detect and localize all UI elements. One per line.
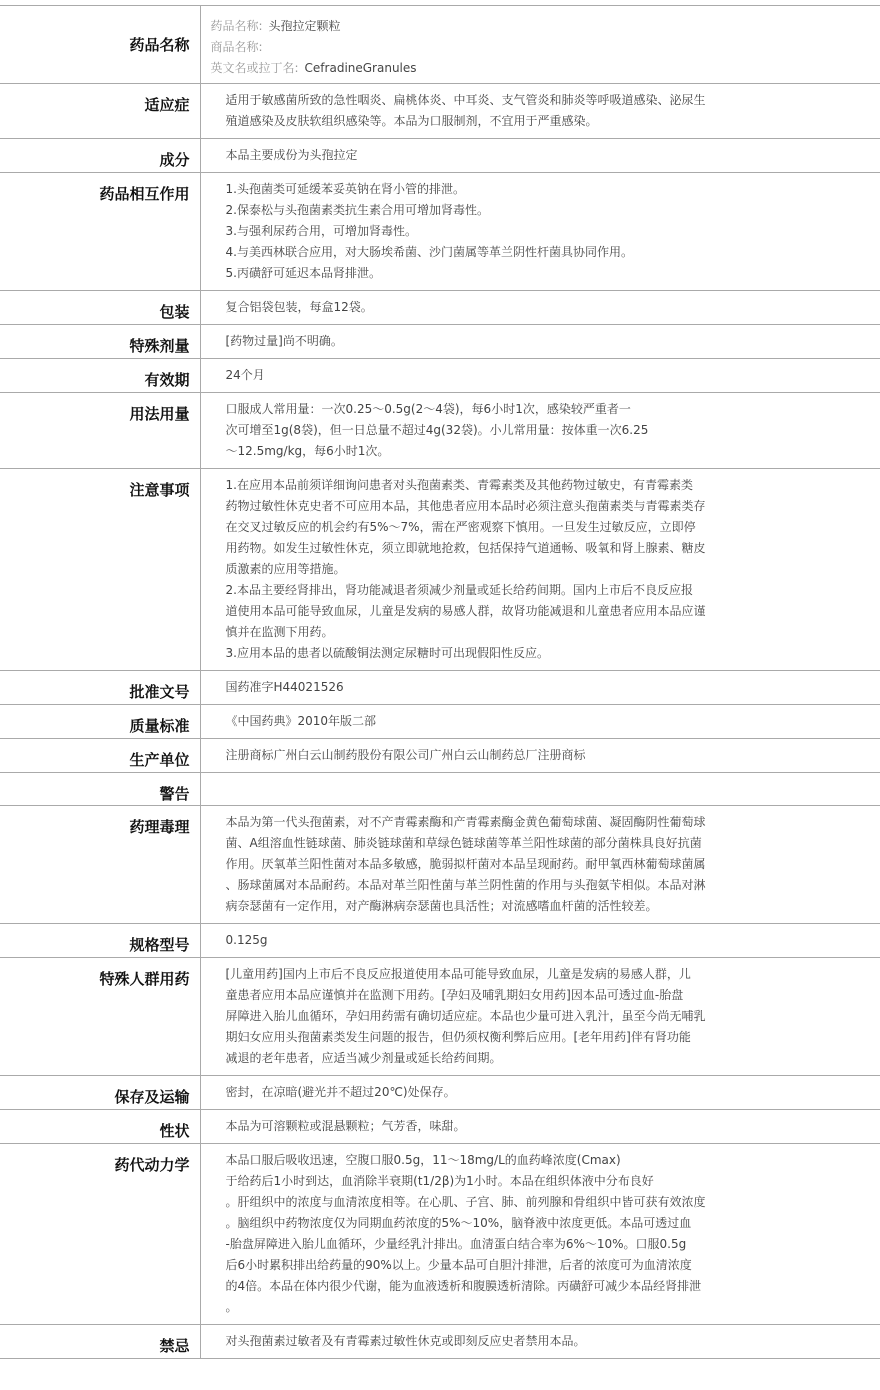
pharmacokinetics-text-line: 。 bbox=[225, 1300, 238, 1314]
drug-spec-sheet bbox=[0, 5, 880, 1359]
shelf-life-text-line: 24个月 bbox=[225, 368, 265, 382]
precautions-text-line: 在交叉过敏反应的机会约有5%～7%，需在严密观察下慎用。一旦发生过敏反应，立即停 bbox=[225, 520, 696, 534]
english-name-label: 英文名或拉丁名: bbox=[210, 61, 299, 75]
row-value-specification bbox=[200, 924, 880, 958]
pharmacology-text-line: 作用。厌氧革兰阳性菌对本品多敏感，脆弱拟杆菌对本品呈现耐药。耐甲氧西林葡萄球菌属 bbox=[225, 857, 706, 871]
row-label-specification: 规格型号 bbox=[0, 924, 200, 958]
row-value-warning bbox=[200, 773, 880, 806]
indications-text-line: 殖道感染及皮肤软组织感染等。本品为口服制剂，不宜用于严重感染。 bbox=[225, 114, 598, 128]
row-composition bbox=[0, 139, 880, 173]
pharmacokinetics-text-line: 于给药后1小时到达，血消除半衰期(t1/2β)为1小时。本品在组织体液中分布良好 bbox=[225, 1174, 654, 1188]
row-value-approval bbox=[200, 671, 880, 705]
pharmacology-text-line: 本品为第一代头孢菌素，对不产青霉素酶和产青霉素酶金黄色葡萄球菌、凝固酶阴性葡萄球 bbox=[225, 815, 706, 829]
drug-name-block bbox=[200, 6, 880, 84]
row-indications bbox=[0, 84, 880, 139]
pharmacokinetics-text-line: 的4倍。本品在体内很少代谢，能为血液透析和腹膜透析清除。丙磺舒可减少本品经肾排泄 bbox=[225, 1279, 702, 1293]
row-label-storage: 保存及运输 bbox=[0, 1076, 200, 1110]
row-label-indications: 适应症 bbox=[0, 84, 200, 139]
row-value-composition bbox=[200, 139, 880, 173]
packaging-text-line: 复合铝袋包装，每盒12袋。 bbox=[225, 300, 373, 314]
row-value-contraindications bbox=[200, 1325, 880, 1359]
overdose-text-line: [药物过量]尚不明确。 bbox=[225, 334, 343, 348]
row-label-dosage: 用法用量 bbox=[0, 393, 200, 469]
row-contraindications bbox=[0, 1325, 880, 1359]
row-warning bbox=[0, 773, 880, 806]
row-label-precautions: 注意事项 bbox=[0, 469, 200, 671]
precautions-text-line: 3.应用本品的患者以硫酸铜法测定尿糖时可出现假阳性反应。 bbox=[225, 646, 549, 660]
manufacturer-text-line: 注册商标广州白云山制药股份有限公司广州白云山制药总厂注册商标 bbox=[225, 748, 586, 762]
pharmacokinetics-text-line: 本品口服后吸收迅速，空腹口服0.5g，11～18mg/L的血药峰浓度(Cmax) bbox=[225, 1153, 621, 1167]
row-special-population bbox=[0, 958, 880, 1076]
composition-text-line: 本品主要成份为头孢拉定 bbox=[225, 148, 358, 162]
dosage-text-line: 次可增至1g(8袋)，但一日总量不超过4g(32袋)。小儿常用量：按体重一次6.25 bbox=[225, 423, 649, 437]
approval-text-line: 国药准字H44021526 bbox=[225, 680, 344, 694]
row-pharmacokinetics bbox=[0, 1144, 880, 1325]
special-population-text-line: 减退的老年患者，应适当减少剂量或延长给药间期。 bbox=[225, 1051, 502, 1065]
row-value-special-population bbox=[200, 958, 880, 1076]
row-value-packaging bbox=[200, 291, 880, 325]
generic-name-label: 药品名称: bbox=[210, 19, 263, 33]
row-interactions bbox=[0, 173, 880, 291]
row-specification bbox=[0, 924, 880, 958]
interactions-text-line: 4.与美西林联合应用，对大肠埃希菌、沙门菌属等革兰阴性杆菌具协同作用。 bbox=[225, 245, 633, 259]
row-standard bbox=[0, 705, 880, 739]
pharmacology-text-line: 、肠球菌属对本品耐药。本品对革兰阳性菌与革兰阴性菌的作用与头孢氨苄相似。本品对淋 bbox=[225, 878, 706, 892]
row-packaging bbox=[0, 291, 880, 325]
row-precautions bbox=[0, 469, 880, 671]
pharmacokinetics-text-line: 。脑组织中药物浓度仅为同期血药浓度的5%～10%，脑脊液中浓度更低。本品可透过血 bbox=[225, 1216, 692, 1230]
row-label-contraindications: 禁忌 bbox=[0, 1325, 200, 1359]
dosage-text-line: ～12.5mg/kg，每6小时1次。 bbox=[225, 444, 390, 458]
row-label-pharmacokinetics: 药代动力学 bbox=[0, 1144, 200, 1325]
row-value-description bbox=[200, 1110, 880, 1144]
row-dosage bbox=[0, 393, 880, 469]
storage-text-line: 密封，在凉暗(避光并不超过20℃)处保存。 bbox=[225, 1085, 456, 1099]
pharmacokinetics-text-line: -胎盘屏障进入胎儿血循环，少量经乳汁排出。血清蛋白结合率为6%～10%。口服0.5g bbox=[225, 1237, 687, 1251]
pharmacokinetics-text-line: 。肝组织中的浓度与血清浓度相等。在心肌、子宫、肺、前列腺和骨组织中皆可获有效浓度 bbox=[225, 1195, 706, 1209]
precautions-text-line: 慎并在监测下用药。 bbox=[225, 625, 334, 639]
indications-text-line: 适用于敏感菌所致的急性咽炎、扁桃体炎、中耳炎、支气管炎和肺炎等呼吸道感染、泌尿生 bbox=[225, 93, 706, 107]
row-label-drug-name: 药品名称 bbox=[0, 6, 200, 84]
row-label-composition: 成分 bbox=[0, 139, 200, 173]
precautions-text-line: 道使用本品可能导致血尿，儿童是发病的易感人群，故肾功能减退和儿童患者应用本品应谨 bbox=[225, 604, 706, 618]
row-value-indications bbox=[200, 84, 880, 139]
row-storage bbox=[0, 1076, 880, 1110]
specification-text-line: 0.125g bbox=[225, 933, 268, 947]
interactions-text-line: 2.保泰松与头孢菌素类抗生素合用可增加肾毒性。 bbox=[225, 203, 489, 217]
row-shelf-life bbox=[0, 359, 880, 393]
row-description bbox=[0, 1110, 880, 1144]
pharmacology-text-line: 病奈瑟菌有一定作用，对产酶淋病奈瑟菌也具活性；对流感嗜血杆菌的活性较差。 bbox=[225, 899, 658, 913]
interactions-text-line: 5.丙磺舒可延迟本品肾排泄。 bbox=[225, 266, 381, 280]
row-pharmacology bbox=[0, 806, 880, 924]
row-overdose bbox=[0, 325, 880, 359]
row-label-special-population: 特殊人群用药 bbox=[0, 958, 200, 1076]
interactions-text-line: 1.头孢菌类可延缓苯妥英钠在肾小管的排泄。 bbox=[225, 182, 465, 196]
row-label-interactions: 药品相互作用 bbox=[0, 173, 200, 291]
row-value-manufacturer bbox=[200, 739, 880, 773]
special-population-text-line: [儿童用药]国内上市后不良反应报道使用本品可能导致血尿，儿童是发病的易感人群，儿 bbox=[225, 967, 691, 981]
special-population-text-line: 童患者应用本品应谨慎并在监测下用药。[孕妇及哺乳期妇女用药]因本品可透过血-胎盘 bbox=[225, 988, 684, 1002]
precautions-text-line: 质激素的应用等措施。 bbox=[225, 562, 346, 576]
drug-spec-table bbox=[0, 5, 880, 1359]
row-value-standard bbox=[200, 705, 880, 739]
generic-name: 头孢拉定颗粒 bbox=[268, 19, 341, 33]
row-label-warning: 警告 bbox=[0, 773, 200, 806]
row-value-pharmacokinetics bbox=[200, 1144, 880, 1325]
pharmacokinetics-text-line: 后6小时累积排出给药量的90%以上。少量本品可自胆汁排泄，后者的浓度可为血清浓度 bbox=[225, 1258, 692, 1272]
row-label-manufacturer: 生产单位 bbox=[0, 739, 200, 773]
row-value-pharmacology bbox=[200, 806, 880, 924]
row-value-dosage bbox=[200, 393, 880, 469]
row-label-description: 性状 bbox=[0, 1110, 200, 1144]
trade-name-label: 商品名称: bbox=[210, 40, 263, 54]
row-label-approval: 批准文号 bbox=[0, 671, 200, 705]
row-drug-name bbox=[0, 6, 880, 84]
interactions-text-line: 3.与强利尿药合用，可增加肾毒性。 bbox=[225, 224, 417, 238]
row-value-precautions bbox=[200, 469, 880, 671]
row-manufacturer bbox=[0, 739, 880, 773]
dosage-text-line: 口服成人常用量：一次0.25～0.5g(2～4袋)，每6小时1次，感染较严重者一 bbox=[225, 402, 631, 416]
precautions-text-line: 2.本品主要经肾排出，肾功能减退者须减少剂量或延长给药间期。国内上市后不良反应报 bbox=[225, 583, 693, 597]
row-label-overdose: 特殊剂量 bbox=[0, 325, 200, 359]
contraindications-text-line: 对头孢菌素过敏者及有青霉素过敏性休克或即刻反应史者禁用本品。 bbox=[225, 1334, 586, 1348]
row-label-packaging: 包装 bbox=[0, 291, 200, 325]
description-text-line: 本品为可溶颗粒或混悬颗粒；气芳香，味甜。 bbox=[225, 1119, 466, 1133]
precautions-text-line: 1.在应用本品前须详细询问患者对头孢菌素类、青霉素类及其他药物过敏史，有青霉素类 bbox=[225, 478, 693, 492]
special-population-text-line: 屏障进入胎儿血循环，孕妇用药需有确切适应症。本品也少量可进入乳汁，虽至今尚无哺乳 bbox=[225, 1009, 706, 1023]
row-label-shelf-life: 有效期 bbox=[0, 359, 200, 393]
row-label-pharmacology: 药理毒理 bbox=[0, 806, 200, 924]
standard-text-line: 《中国药典》2010年版二部 bbox=[225, 714, 377, 728]
pharmacology-text-line: 菌、A组溶血性链球菌、肺炎链球菌和草绿色链球菌等革兰阳性球菌的部分菌株具良好抗菌 bbox=[225, 836, 702, 850]
row-approval bbox=[0, 671, 880, 705]
row-value-shelf-life bbox=[200, 359, 880, 393]
row-value-overdose bbox=[200, 325, 880, 359]
precautions-text-line: 用药物。如发生过敏性休克，须立即就地抢救，包括保持气道通畅、吸氧和肾上腺素、糖皮 bbox=[225, 541, 706, 555]
row-value-interactions bbox=[200, 173, 880, 291]
row-label-standard: 质量标准 bbox=[0, 705, 200, 739]
special-population-text-line: 期妇女应用头孢菌素类发生问题的报告，但仍须权衡利弊后应用。[老年用药]伴有肾功能 bbox=[225, 1030, 691, 1044]
english-name: CefradineGranules bbox=[304, 61, 417, 75]
row-value-storage bbox=[200, 1076, 880, 1110]
precautions-text-line: 药物过敏性休克史者不可应用本品，其他患者应用本品时必须注意头孢菌素类与青霉素类存 bbox=[225, 499, 706, 513]
